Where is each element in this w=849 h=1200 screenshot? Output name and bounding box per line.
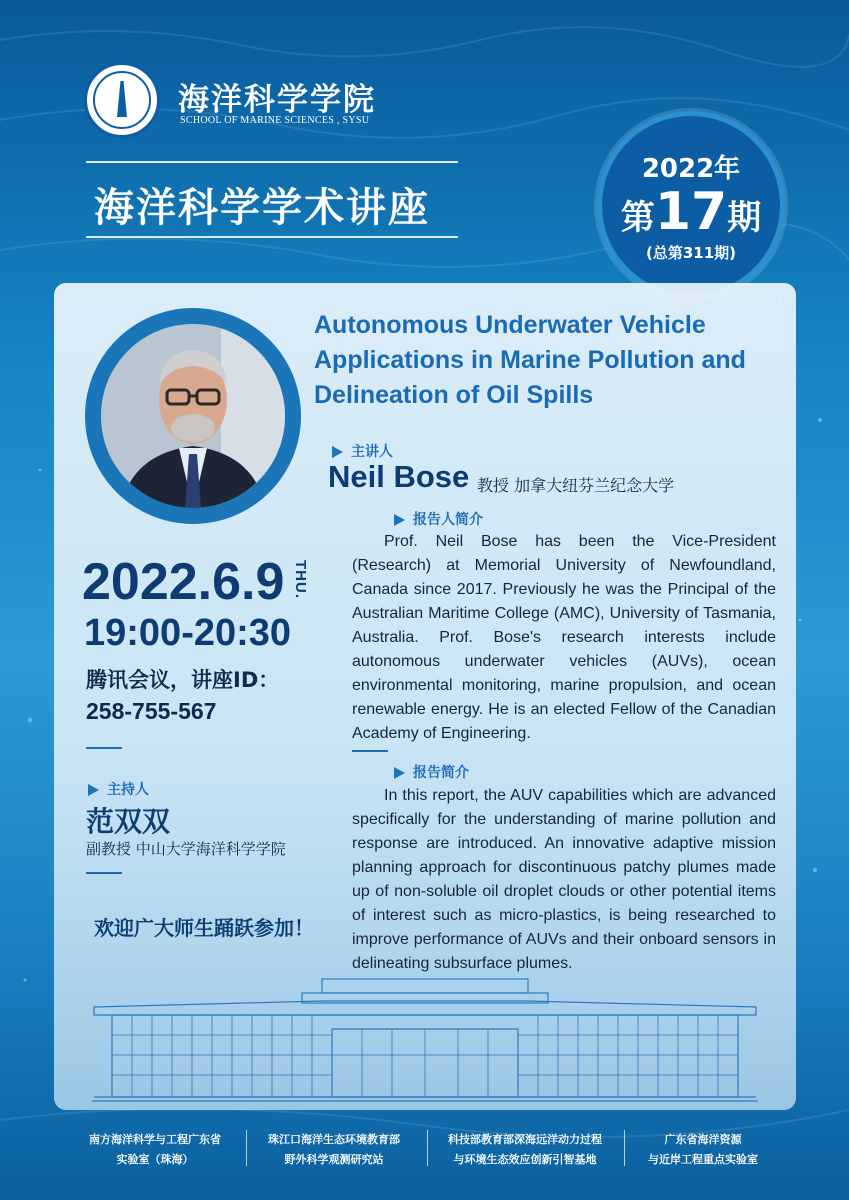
title-divider-bottom [86,236,458,238]
title-divider-top [86,161,458,163]
footer-partner-4-line1: 广东省海洋资源 [664,1133,742,1146]
issue-suffix: 期 [727,198,762,238]
building-line-art [92,975,758,1103]
footer-partner-4-line2: 与近岸工程重点实验室 [648,1153,758,1166]
event-weekday: THU. [292,560,309,599]
abstract-text: In this report, the AUV capabilities which are advanced specifically for the understanding of marine pollution and response are introduced. An innovative adaptive mission planning approach for discontinuous patchy plumes made up of non-soluble oil droplet clouds or other potential items of interest such as micro-plastics, is being researched to improve performance of AUVs and their onboard sensors in delineating subsurface plumes. [352,787,776,972]
talk-title: Autonomous Underwater Vehicle Applications in Marine Pollution and Delineation of Oil Spills [314,311,746,409]
triangle-bullet-icon [394,767,405,779]
sysu-marine-logo-icon [84,62,160,138]
speaker-name: Neil Bose [328,459,470,494]
host-divider [86,872,122,874]
footer-partner-3-line1: 科技部教育部深海远洋动力过程 [448,1133,602,1146]
speaker-photo [101,324,285,508]
issue-year: 2022年 [641,154,741,184]
issue-number-value: 17 [654,182,728,242]
abstract-label [394,762,469,782]
school-name-en: SCHOOL OF MARINE SCIENCES , SYSU [180,115,370,126]
series-title: 海洋科学学术讲座 [94,185,430,231]
speaker-bio: Prof. Neil Bose has been the Vice-President (Research) at Memorial University of Newfoundland, Canada since 2017. Previously he was the Principal of the Australian Maritime College (AMC), University of Tasmania, Australia. Prof. Bose's research interests include autonomous underwater vehicles (AUVs), ocean environmental monitoring, marine propulsion, and ocean renewable energy. He is an elected Fellow of the Canadian Academy of Engineering. [352,533,776,742]
triangle-bullet-icon [88,784,99,796]
footer-partner-3 [430,1130,620,1170]
host-label [88,779,149,799]
footer-partner-1 [60,1130,250,1170]
triangle-bullet-icon [394,514,405,526]
footer-divider [427,1130,428,1166]
abstract-label-text: 报告简介 [413,765,469,781]
footer-partner-1-line2: 实验室（珠海） [116,1153,194,1166]
speaker-label [332,441,393,461]
triangle-bullet-icon [332,446,343,458]
issue-prefix: 第 [620,198,655,238]
bio-label [394,509,483,529]
welcome-text: 欢迎广大师生踊跃参加！ [94,916,314,940]
issue-badge [597,111,785,299]
school-name-cn: 海洋科学学院 [178,82,376,118]
host-affiliation: 副教授 中山大学海洋科学学院 [86,840,286,858]
issue-number [602,182,780,242]
speaker-label-text: 主讲人 [351,444,393,460]
bio-divider [352,750,388,752]
speaker-affiliation: 教授 加拿大纽芬兰纪念大学 [477,476,675,495]
bio-label-text: 报告人简介 [413,512,483,528]
host-label-text: 主持人 [107,782,149,798]
footer-partner-4 [608,1130,798,1170]
schedule-divider [86,747,122,749]
event-date: 2022.6.9 [82,553,285,611]
footer-partner-2 [239,1130,429,1170]
meeting-id: 258-755-567 [86,698,217,724]
footer-partner-2-line2: 野外科学观测研究站 [284,1153,384,1166]
footer-partner-3-line2: 与环境生态效应创新引智基地 [453,1153,597,1166]
meeting-label: 腾讯会议，讲座ID： [86,668,280,692]
issue-total: (总第311期) [645,244,737,262]
host-name: 范双双 [86,805,171,838]
event-time: 19:00-20:30 [84,612,292,654]
footer-partner-2-line1: 珠江口海洋生态环境教育部 [268,1133,400,1146]
footer-partner-1-line1: 南方海洋科学与工程广东省 [89,1133,221,1146]
